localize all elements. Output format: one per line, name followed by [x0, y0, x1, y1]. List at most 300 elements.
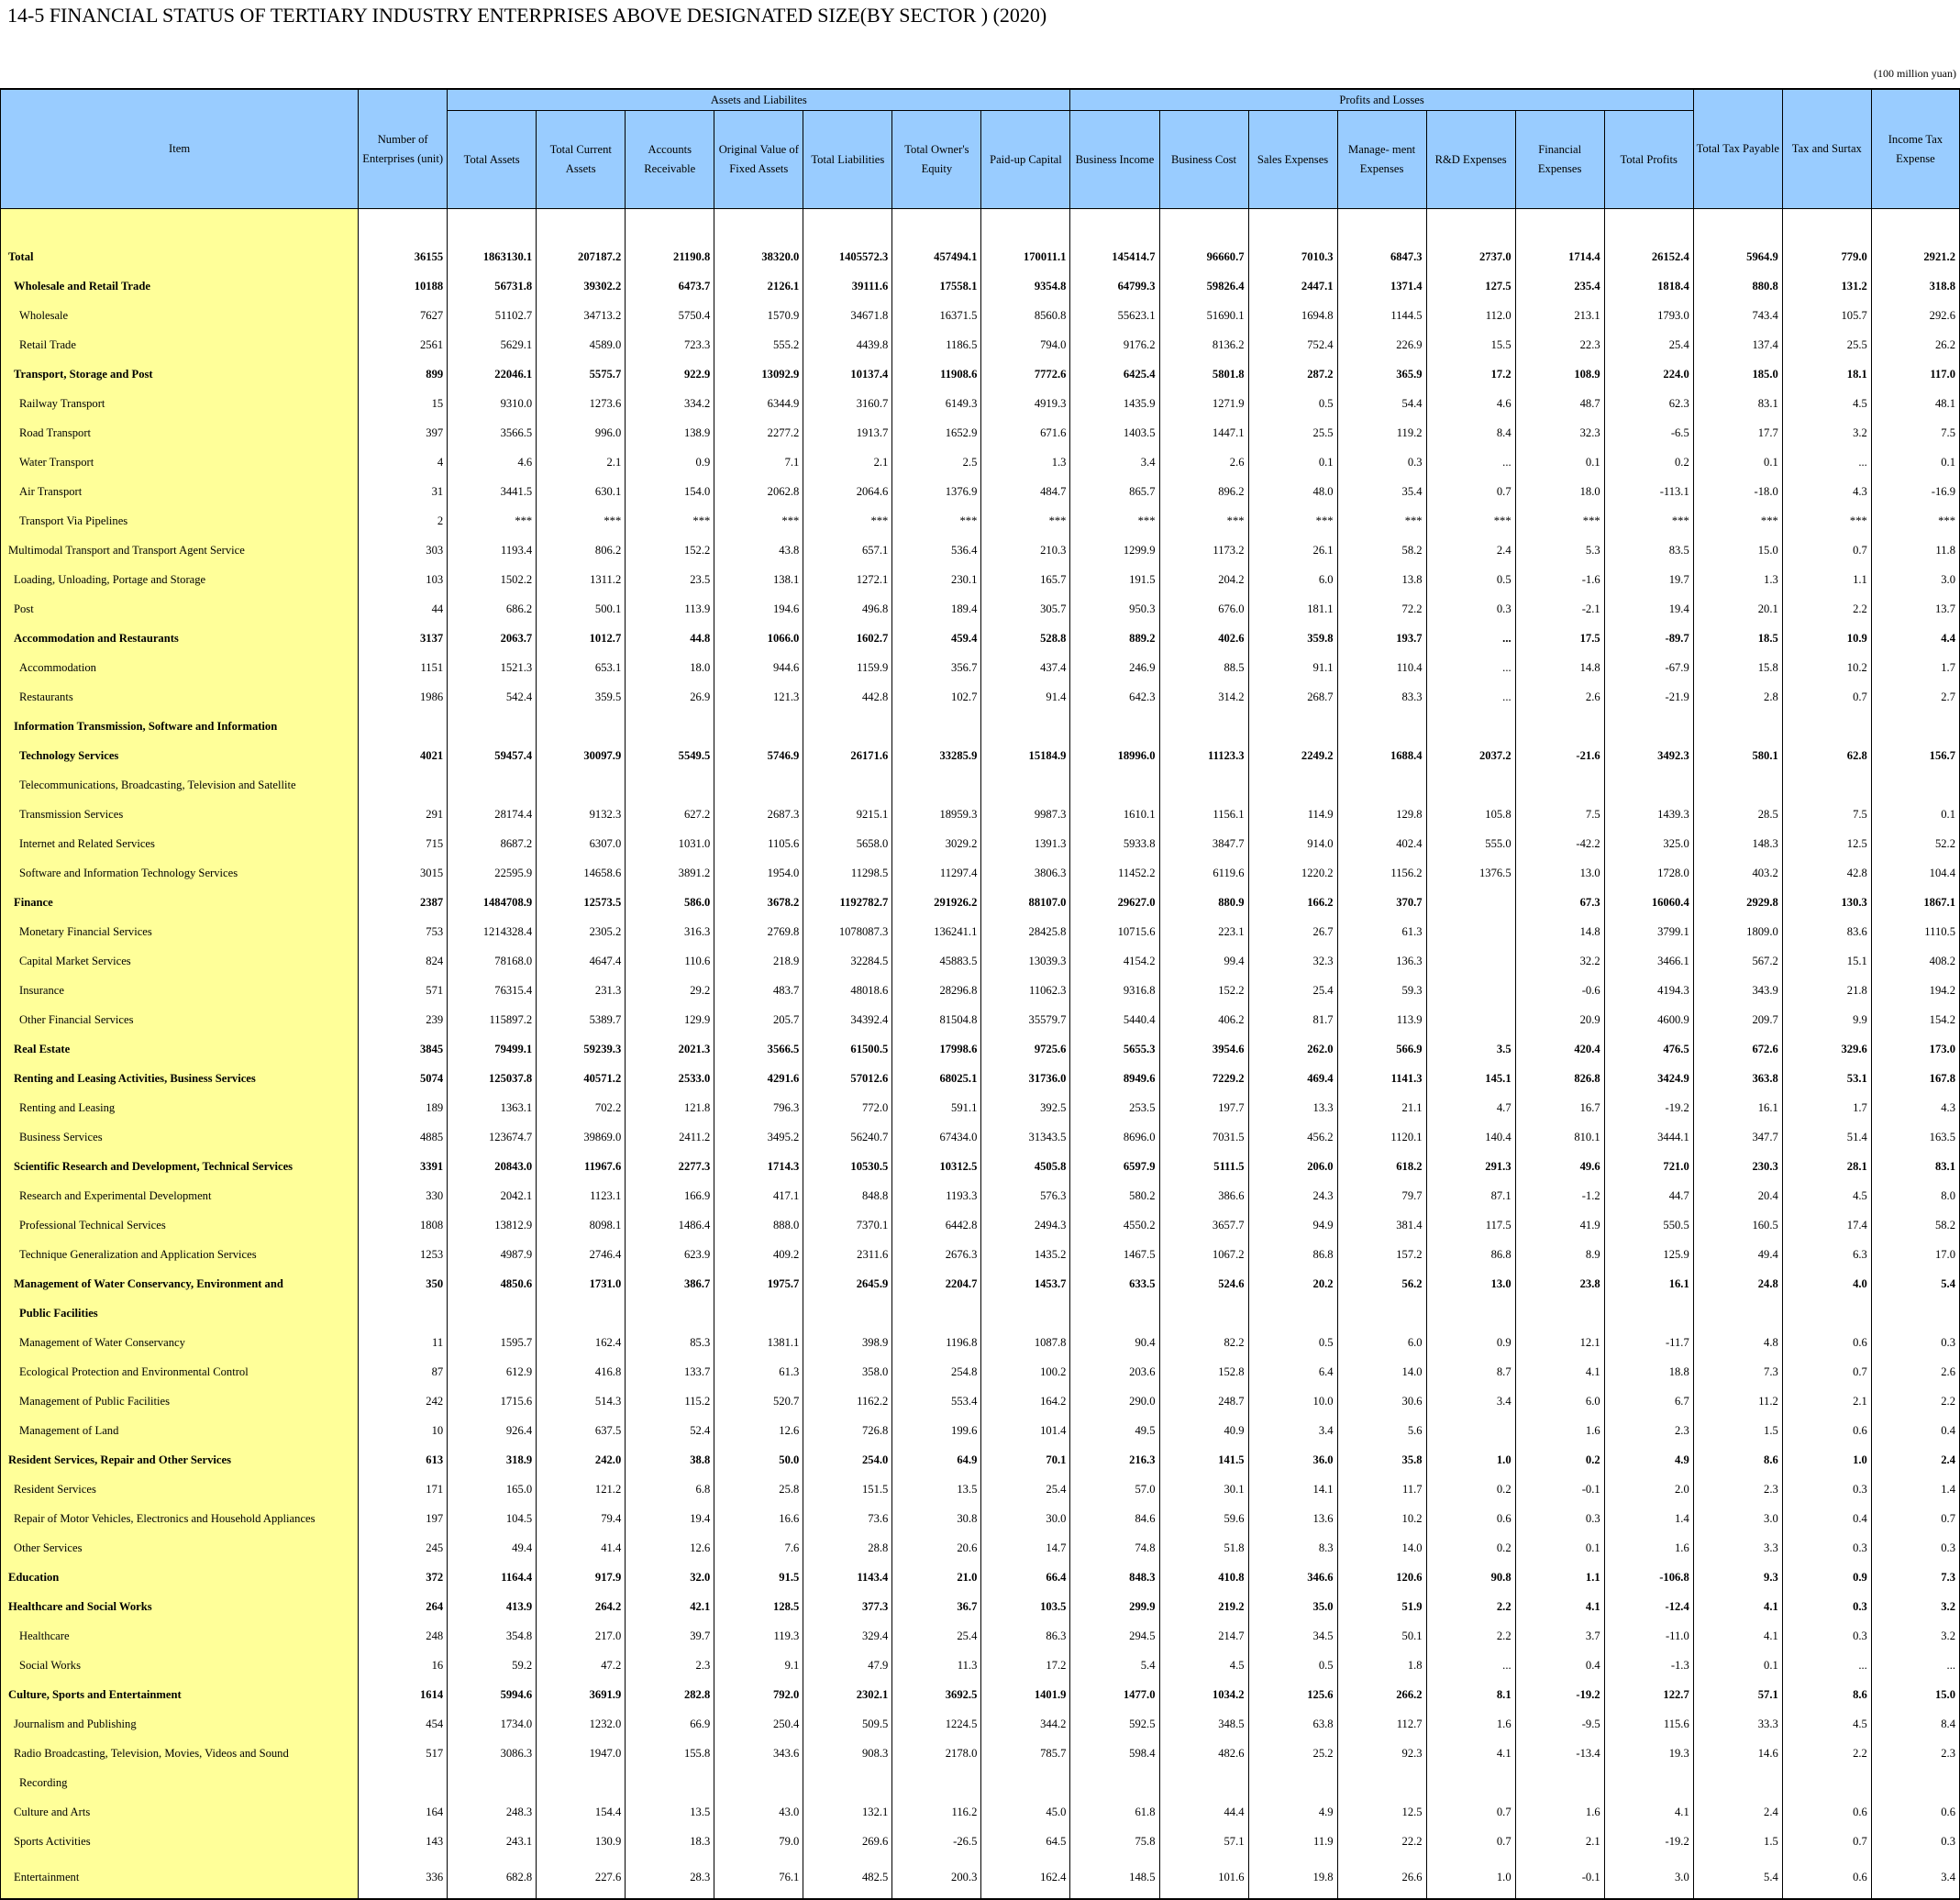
table-cell: 242.0	[537, 1445, 626, 1475]
row-label: Wholesale	[1, 301, 359, 330]
table-cell: 1156.2	[1337, 858, 1426, 888]
table-cell: 91.4	[981, 682, 1070, 712]
table-cell: 7031.5	[1159, 1122, 1248, 1152]
table-cell: 8.3	[1248, 1533, 1337, 1563]
table-cell: 26152.4	[1604, 242, 1693, 271]
table-cell: 268.7	[1248, 682, 1337, 712]
table-row	[1, 1680, 1960, 1709]
table-cell: 127.5	[1426, 271, 1515, 301]
table-cell: 0.6	[1782, 1416, 1871, 1445]
table-cell: 14.0	[1337, 1533, 1426, 1563]
table-cell: 2.3	[1693, 1475, 1782, 1504]
table-cell: 164	[359, 1797, 448, 1827]
header-fixed-assets: Original Value of Fixed Assets	[714, 111, 803, 209]
table-cell: 496.8	[803, 594, 892, 624]
table-cell: 334.2	[626, 389, 714, 418]
table-cell: 6473.7	[626, 271, 714, 301]
table-cell: 42.8	[1782, 858, 1871, 888]
table-cell: 950.3	[1070, 594, 1159, 624]
header-business-income: Business Income	[1070, 111, 1159, 209]
table-cell: 25.4	[981, 1475, 1070, 1504]
table-cell: ***	[1426, 506, 1515, 536]
table-row	[1, 301, 1960, 330]
table-cell: 5.4	[1693, 1856, 1782, 1899]
table-cell: 7627	[359, 301, 448, 330]
table-cell: 3492.3	[1604, 741, 1693, 770]
table-cell: 1502.2	[448, 565, 537, 594]
table-cell: 359.8	[1248, 624, 1337, 653]
table-cell: 110.4	[1337, 653, 1426, 682]
table-cell: 2042.1	[448, 1181, 537, 1210]
table-cell: 205.7	[714, 1005, 803, 1034]
table-row	[1, 1651, 1960, 1680]
table-cell: 227.6	[537, 1856, 626, 1899]
table-cell	[1248, 712, 1337, 741]
table-cell: 1688.4	[1337, 741, 1426, 770]
table-row	[1, 1709, 1960, 1739]
table-cell: 33.3	[1693, 1709, 1782, 1739]
table-cell: 287.2	[1248, 359, 1337, 389]
table-cell: 2.6	[1515, 682, 1604, 712]
table-cell: 26.9	[626, 682, 714, 712]
table-cell: 94.9	[1248, 1210, 1337, 1240]
row-label: Air Transport	[1, 477, 359, 506]
table-cell: 796.3	[714, 1093, 803, 1122]
table-cell: 592.5	[1070, 1709, 1159, 1739]
table-cell: 56240.7	[803, 1122, 892, 1152]
table-cell: 157.2	[1337, 1240, 1426, 1269]
table-cell: 2062.8	[714, 477, 803, 506]
table-cell: 34.5	[1248, 1621, 1337, 1651]
table-cell	[537, 1768, 626, 1797]
table-cell: 73.6	[803, 1504, 892, 1533]
table-cell: -19.2	[1604, 1093, 1693, 1122]
table-cell: 167.8	[1871, 1064, 1959, 1093]
table-cell: 792.0	[714, 1680, 803, 1709]
table-cell: 52.2	[1871, 829, 1959, 858]
table-cell: 39302.2	[537, 271, 626, 301]
table-cell: 59826.4	[1159, 271, 1248, 301]
row-label: Retail Trade	[1, 330, 359, 359]
table-cell: 3806.3	[981, 858, 1070, 888]
table-cell: 1467.5	[1070, 1240, 1159, 1269]
table-cell: 2.4	[1426, 536, 1515, 565]
table-cell: 2311.6	[803, 1240, 892, 1269]
table-row	[1, 594, 1960, 624]
table-cell: 152.8	[1159, 1357, 1248, 1386]
table-cell	[1248, 770, 1337, 800]
table-cell	[1782, 1768, 1871, 1797]
table-cell: 1.6	[1604, 1533, 1693, 1563]
table-cell: 10.9	[1782, 624, 1871, 653]
row-label: Healthcare and Social Works	[1, 1592, 359, 1621]
table-cell: 2305.2	[537, 917, 626, 946]
table-cell: 1220.2	[1248, 858, 1337, 888]
row-label: Healthcare	[1, 1621, 359, 1651]
spacer-row	[1, 209, 1960, 243]
table-cell: 2.4	[1693, 1797, 1782, 1827]
table-cell: 22.3	[1515, 330, 1604, 359]
table-cell: 1151	[359, 653, 448, 682]
table-cell: 996.0	[537, 418, 626, 447]
table-row	[1, 1475, 1960, 1504]
header-financial-expenses: Financial Expenses	[1515, 111, 1604, 209]
table-cell: 917.9	[537, 1563, 626, 1592]
table-cell: 653.1	[537, 653, 626, 682]
table-row	[1, 1357, 1960, 1386]
table-cell: 14.6	[1693, 1739, 1782, 1768]
table-cell: 0.5	[1426, 565, 1515, 594]
table-cell: 20843.0	[448, 1152, 537, 1181]
row-label: Real Estate	[1, 1034, 359, 1064]
table-cell: 112.7	[1337, 1709, 1426, 1739]
table-cell: 223.1	[1159, 917, 1248, 946]
table-cell: 79.4	[537, 1504, 626, 1533]
table-cell: 9316.8	[1070, 976, 1159, 1005]
table-cell: 1363.1	[448, 1093, 537, 1122]
table-cell: 0.7	[1426, 1797, 1515, 1827]
table-cell: 3691.9	[537, 1680, 626, 1709]
table-cell: ***	[1782, 506, 1871, 536]
table-cell: 185.0	[1693, 359, 1782, 389]
table-cell: 8.4	[1871, 1709, 1959, 1739]
table-cell: 386.7	[626, 1269, 714, 1298]
table-cell: 4.1	[1693, 1621, 1782, 1651]
table-cell: 67434.0	[892, 1122, 981, 1152]
table-cell: 1405572.3	[803, 242, 892, 271]
table-cell: 0.1	[1515, 1533, 1604, 1563]
table-cell: 409.2	[714, 1240, 803, 1269]
table-cell: 4.6	[1426, 389, 1515, 418]
table-cell: 3466.1	[1604, 946, 1693, 976]
table-cell: 630.1	[537, 477, 626, 506]
table-cell: 9.1	[714, 1651, 803, 1680]
table-cell: 2126.1	[714, 271, 803, 301]
table-cell: 91.5	[714, 1563, 803, 1592]
table-row	[1, 1210, 1960, 1240]
row-label: Loading, Unloading, Portage and Storage	[1, 565, 359, 594]
table-cell: 888.0	[714, 1210, 803, 1240]
table-cell: 10188	[359, 271, 448, 301]
table-cell: 1.7	[1782, 1093, 1871, 1122]
table-cell: -6.5	[1604, 418, 1693, 447]
table-cell: 772.0	[803, 1093, 892, 1122]
table-row	[1, 565, 1960, 594]
table-cell: 0.7	[1426, 477, 1515, 506]
header-tax-surtax: Tax and Surtax	[1782, 89, 1871, 209]
table-cell: 2178.0	[892, 1739, 981, 1768]
table-cell: -19.2	[1604, 1827, 1693, 1856]
table-cell: 91.1	[1248, 653, 1337, 682]
table-cell: 8.6	[1693, 1445, 1782, 1475]
table-cell: 47.2	[537, 1651, 626, 1680]
table-cell: 19.4	[1604, 594, 1693, 624]
table-cell: 0.3	[1782, 1475, 1871, 1504]
table-cell: 4.1	[1604, 1797, 1693, 1827]
table-cell: 78168.0	[448, 946, 537, 976]
table-cell: 7010.3	[1248, 242, 1337, 271]
table-cell: 8.7	[1426, 1357, 1515, 1386]
table-cell: 154.0	[626, 477, 714, 506]
table-cell: 1.6	[1426, 1709, 1515, 1739]
table-cell: 1.6	[1515, 1416, 1604, 1445]
table-cell: 567.2	[1693, 946, 1782, 976]
table-cell: 32.2	[1515, 946, 1604, 976]
table-cell: 2561	[359, 330, 448, 359]
table-cell: 11.2	[1693, 1386, 1782, 1416]
table-cell	[892, 712, 981, 741]
table-cell: 848.3	[1070, 1563, 1159, 1592]
table-cell: 0.1	[1693, 447, 1782, 477]
table-cell: 125037.8	[448, 1064, 537, 1093]
table-cell: 2387	[359, 888, 448, 917]
table-cell: 1403.5	[1070, 418, 1159, 447]
table-cell: 173.0	[1871, 1034, 1959, 1064]
table-cell	[1871, 1768, 1959, 1797]
table-cell: 0.1	[1693, 1651, 1782, 1680]
table-cell: 1867.1	[1871, 888, 1959, 917]
table-cell: 555.0	[1426, 829, 1515, 858]
table-cell: 509.5	[803, 1709, 892, 1739]
table-cell	[359, 712, 448, 741]
header-paid-up-capital: Paid-up Capital	[981, 111, 1070, 209]
table-cell: 250.4	[714, 1709, 803, 1739]
table-cell: 83.1	[1871, 1152, 1959, 1181]
table-cell: 3845	[359, 1034, 448, 1064]
table-cell: 125.6	[1248, 1680, 1337, 1709]
table-cell: 484.7	[981, 477, 1070, 506]
table-cell: 242	[359, 1386, 448, 1416]
table-cell: 2.2	[1426, 1592, 1515, 1621]
table-cell: ***	[626, 506, 714, 536]
table-row	[1, 976, 1960, 1005]
table-cell: 12.6	[714, 1416, 803, 1445]
table-cell: 6.0	[1337, 1328, 1426, 1357]
table-cell: 1381.1	[714, 1328, 803, 1357]
table-cell	[448, 770, 537, 800]
table-row	[1, 1856, 1960, 1899]
table-cell	[1159, 770, 1248, 800]
table-cell: 87	[359, 1357, 448, 1386]
table-cell: 58.2	[1337, 536, 1426, 565]
table-cell: ...	[1782, 1651, 1871, 1680]
header-accounts-receivable: Accounts Receivable	[626, 111, 714, 209]
table-cell: 0.9	[1782, 1563, 1871, 1592]
table-cell: 2.0	[1604, 1475, 1693, 1504]
table-cell: 248	[359, 1621, 448, 1651]
row-label: Transport, Storage and Post	[1, 359, 359, 389]
table-cell: 38320.0	[714, 242, 803, 271]
table-cell: 1793.0	[1604, 301, 1693, 330]
table-cell: 5994.6	[448, 1680, 537, 1709]
table-cell: 231.3	[537, 976, 626, 1005]
table-row	[1, 1005, 1960, 1034]
table-cell: 102.7	[892, 682, 981, 712]
table-cell	[1426, 917, 1515, 946]
table-cell	[1159, 712, 1248, 741]
table-cell: 79499.1	[448, 1034, 537, 1064]
table-cell: 96660.7	[1159, 242, 1248, 271]
table-cell: 1447.1	[1159, 418, 1248, 447]
table-cell: 0.6	[1871, 1797, 1959, 1827]
table-cell: 17558.1	[892, 271, 981, 301]
table-cell: 410.8	[1159, 1563, 1248, 1592]
table-cell: 370.7	[1337, 888, 1426, 917]
row-label: Education	[1, 1563, 359, 1592]
table-cell: 137.4	[1693, 330, 1782, 359]
table-cell: 476.5	[1604, 1034, 1693, 1064]
table-cell: 3566.5	[448, 418, 537, 447]
table-cell: 3.0	[1871, 565, 1959, 594]
table-cell: 7370.1	[803, 1210, 892, 1240]
row-label: Culture and Arts	[1, 1797, 359, 1827]
table-cell: 12573.5	[537, 888, 626, 917]
table-cell	[1515, 712, 1604, 741]
table-cell: 136241.1	[892, 917, 981, 946]
table-cell: 23.5	[626, 565, 714, 594]
table-cell: 21.0	[892, 1563, 981, 1592]
table-cell: 138.9	[626, 418, 714, 447]
table-cell: 90.8	[1426, 1563, 1515, 1592]
table-cell: 4647.4	[537, 946, 626, 976]
table-cell: 413.9	[448, 1592, 537, 1621]
header-rd-expenses: R&D Expenses	[1426, 111, 1515, 209]
table-cell: 290.0	[1070, 1386, 1159, 1416]
table-cell: 4850.6	[448, 1269, 537, 1298]
table-cell: 113.9	[1337, 1005, 1426, 1034]
table-cell: ***	[448, 506, 537, 536]
table-cell: 105.7	[1782, 301, 1871, 330]
table-cell: 314.2	[1159, 682, 1248, 712]
table-cell: 42.1	[626, 1592, 714, 1621]
table-cell: 0.4	[1871, 1416, 1959, 1445]
table-cell: 1.0	[1782, 1445, 1871, 1475]
table-cell	[1426, 1005, 1515, 1034]
table-cell: 2.1	[1515, 1827, 1604, 1856]
table-cell: 483.7	[714, 976, 803, 1005]
header-profits-group: Profits and Losses	[1070, 89, 1693, 111]
table-cell: 40.9	[1159, 1416, 1248, 1445]
table-cell: 3.5	[1426, 1034, 1515, 1064]
table-cell: 2.3	[1871, 1739, 1959, 1768]
table-cell: ***	[537, 506, 626, 536]
table-cell: 49.4	[448, 1533, 537, 1563]
table-cell: 5575.7	[537, 359, 626, 389]
table-cell: 34671.8	[803, 301, 892, 330]
table-cell: 20.2	[1248, 1269, 1337, 1298]
table-cell: 2.4	[1871, 1445, 1959, 1475]
table-cell	[626, 1768, 714, 1797]
table-cell: 15.0	[1693, 536, 1782, 565]
table-cell: 5964.9	[1693, 242, 1782, 271]
table-cell: 57.0	[1070, 1475, 1159, 1504]
table-cell: 219.2	[1159, 1592, 1248, 1621]
table-cell: -19.2	[1515, 1680, 1604, 1709]
table-row	[1, 1298, 1960, 1328]
table-cell: 254.0	[803, 1445, 892, 1475]
table-cell: -89.7	[1604, 624, 1693, 653]
table-cell: 7.3	[1871, 1563, 1959, 1592]
table-cell: 896.2	[1159, 477, 1248, 506]
table-cell: 54.4	[1337, 389, 1426, 418]
table-cell: ...	[1426, 624, 1515, 653]
table-cell: 8.4	[1426, 418, 1515, 447]
table-cell: 347.7	[1693, 1122, 1782, 1152]
table-cell: 17.4	[1782, 1210, 1871, 1240]
table-cell: 38.8	[626, 1445, 714, 1475]
table-cell: 1863130.1	[448, 242, 537, 271]
row-label: Accommodation	[1, 653, 359, 682]
table-cell: 2.2	[1782, 594, 1871, 624]
table-cell: 4505.8	[981, 1152, 1070, 1181]
row-label: Scientific Research and Development, Technical Services	[1, 1152, 359, 1181]
table-cell: 1376.9	[892, 477, 981, 506]
table-cell: 28.3	[626, 1856, 714, 1899]
table-cell: 848.8	[803, 1181, 892, 1210]
table-cell: 0.2	[1515, 1445, 1604, 1475]
table-cell: 6.4	[1248, 1357, 1337, 1386]
table-cell: 806.2	[537, 536, 626, 565]
table-cell: 18.0	[626, 653, 714, 682]
header-management-expenses: Manage- ment Expenses	[1337, 111, 1426, 209]
table-row	[1, 888, 1960, 917]
table-cell: 57012.6	[803, 1064, 892, 1093]
table-cell: 145.1	[1426, 1064, 1515, 1093]
table-cell: 753	[359, 917, 448, 946]
table-cell	[1248, 1768, 1337, 1797]
table-cell: 189.4	[892, 594, 981, 624]
table-cell: 1.4	[1604, 1504, 1693, 1533]
table-cell: 14.8	[1515, 917, 1604, 946]
table-cell	[1426, 888, 1515, 917]
table-cell: 4	[359, 447, 448, 477]
table-cell: 5549.5	[626, 741, 714, 770]
table-cell: 6119.6	[1159, 858, 1248, 888]
table-cell: ***	[714, 506, 803, 536]
table-cell: 116.2	[892, 1797, 981, 1827]
table-cell: 34713.2	[537, 301, 626, 330]
table-row	[1, 1328, 1960, 1357]
table-cell	[803, 1768, 892, 1797]
table-cell: 580.2	[1070, 1181, 1159, 1210]
table-cell: 141.5	[1159, 1445, 1248, 1475]
row-label: Wholesale and Retail Trade	[1, 271, 359, 301]
row-label: Renting and Leasing	[1, 1093, 359, 1122]
table-cell	[1426, 770, 1515, 800]
table-cell: 1031.0	[626, 829, 714, 858]
header-total-assets: Total Assets	[448, 111, 537, 209]
row-label: Total	[1, 242, 359, 271]
table-cell: 8.9	[1515, 1240, 1604, 1269]
table-cell: 618.2	[1337, 1152, 1426, 1181]
table-cell: 3391	[359, 1152, 448, 1181]
table-row	[1, 1445, 1960, 1475]
table-cell: 5933.8	[1070, 829, 1159, 858]
table-cell: 4.6	[448, 447, 537, 477]
row-label: Insurance	[1, 976, 359, 1005]
table-cell: 3.3	[1693, 1533, 1782, 1563]
table-cell: ***	[1070, 506, 1159, 536]
table-cell: 156.7	[1871, 741, 1959, 770]
table-cell: 86.8	[1426, 1240, 1515, 1269]
table-cell	[1782, 712, 1871, 741]
table-cell: 292.6	[1871, 301, 1959, 330]
table-cell: 230.1	[892, 565, 981, 594]
table-cell: 41.9	[1515, 1210, 1604, 1240]
row-label: Management of Water Conservancy, Environment and	[1, 1269, 359, 1298]
table-cell: 416.8	[537, 1357, 626, 1386]
table-cell	[1693, 712, 1782, 741]
